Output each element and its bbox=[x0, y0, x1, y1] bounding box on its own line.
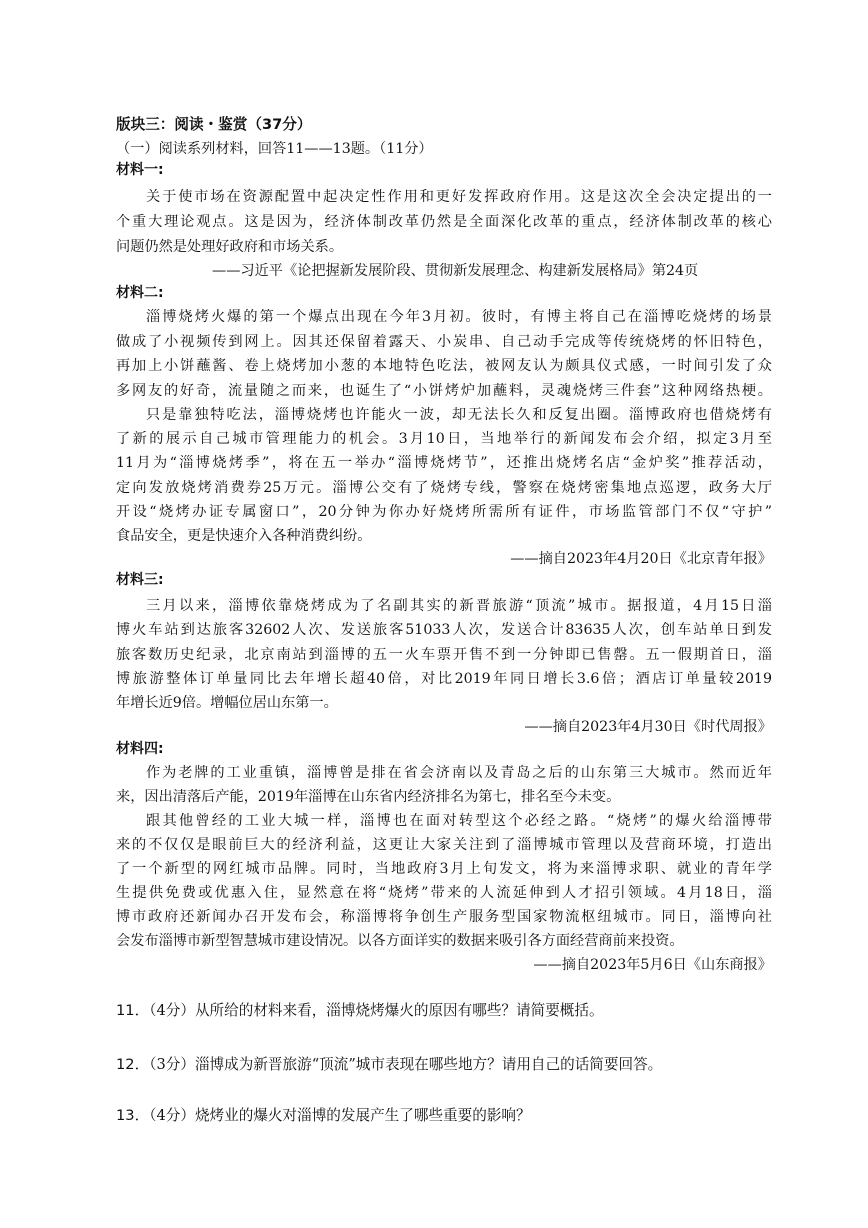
question-text: （3分）淄博成为新晋旅游“顶流”城市表现在哪些地方？请用自己的话简要回答。 bbox=[149, 1056, 663, 1073]
section-title: 版块三：阅读・鉴赏（37分） bbox=[116, 116, 312, 133]
material-2-line: 了新的展示自己城市管理能力的机会。3月10日，当地举行的新闻发布会介绍，拟定3月至 bbox=[116, 431, 772, 447]
material-3-line: 博旅游整体订单量同比去年增长超40倍，对比2019年同日增长3.6倍；酒店订单量较2019 bbox=[116, 671, 772, 687]
material-2-line: 开设“烧烤办证专属窗口”，20分钟为你办好烧烤所需所有证件，市场监管部门不仅“守护” bbox=[116, 504, 772, 520]
question-13 bbox=[116, 1105, 772, 1127]
subsection-instruction: （一）阅读系列材料，回答11——13题。（11分） bbox=[116, 141, 433, 157]
material-3-line: 年增长近9倍。增幅位居山东第一。 bbox=[116, 695, 338, 711]
material-3-source: ——摘自2023年4月30日《时代周报》 bbox=[524, 719, 772, 735]
material-4-line: 生提供免费或优惠入住，显然意在将“烧烤”带来的人流延伸到人才招引领域。4月18日，淄 bbox=[116, 885, 772, 901]
material-4-source: ——摘自2023年5月6日《山东商报》 bbox=[533, 957, 772, 973]
question-number: 13． bbox=[116, 1107, 150, 1124]
question-12 bbox=[116, 1054, 772, 1076]
question-number: 12． bbox=[116, 1056, 150, 1073]
question-text: （4分）烧烤业的爆火对淄博的发展产生了哪些重要的影响？ bbox=[149, 1107, 531, 1124]
material-2-line: 多网友的好奇，流量随之而来，也诞生了“小饼烤炉加蘸料，灵魂烧烤三件套”这种网络热梗。 bbox=[116, 383, 772, 399]
question-text: （4分）从所给的材料来看，淄博烧烤爆火的原因有哪些？请简要概括。 bbox=[149, 1002, 604, 1019]
material-2-line: 只是靠独特吃法，淄博烧烤也许能火一波，却无法长久和反复出圈。淄博政府也借烧烤有 bbox=[146, 407, 772, 423]
material-4-line: 会发布淄博市新型智慧城市建设情况。以各方面详实的数据来吸引各方面经营商前来投资。 bbox=[116, 933, 684, 949]
material-3-line: 旅客数历史纪录，北京南站到淄博的五一火车票开售不到一分钟即已售罄。五一假期首日，淄 bbox=[116, 647, 772, 663]
material-2-line: 再加上小饼蘸酱、卷上烧烤加小葱的本地特色吃法，被网友认为颇具仪式感，一时间引发了众 bbox=[116, 358, 772, 374]
material-2-line: 食品安全，更是快速介入各种消费纠纷。 bbox=[116, 528, 372, 544]
material-2-line: 11月为“淄博烧烤季”，将在五一举办“淄博烧烤节”，还推出烧烤名店“金炉奖”推荐活动， bbox=[116, 455, 772, 471]
material-1-line: 关于使市场在资源配置中起决定性作用和更好发挥政府作用。这是这次全会决定提出的一 bbox=[146, 189, 772, 205]
material-3-line: 三月以来，淄博依靠烧烤成为了名副其实的新晋旅游“顶流”城市。据报道，4月15日淄 bbox=[146, 598, 772, 614]
material-1-label: 材料一: bbox=[116, 162, 164, 178]
question-11 bbox=[116, 1000, 772, 1022]
material-2-source: ——摘自2023年4月20日《北京青年报》 bbox=[510, 551, 772, 567]
material-4-label: 材料四: bbox=[116, 741, 164, 757]
material-1-line: 问题仍然是处理好政府和市场关系。 bbox=[116, 239, 344, 255]
material-2-line: 定向发放烧烤消费券25万元。淄博公交有了烧烤专线，警察在烧烤密集地点巡逻，政务大厅 bbox=[116, 480, 772, 496]
material-4-line: 来，因出清落后产能，2019年淄博在山东省内经济排名为第七，排名至今未变。 bbox=[116, 789, 621, 805]
material-1-source: ——习近平《论把握新发展阶段、贯彻新发展理念、构建新发展格局》第24页 bbox=[212, 263, 699, 279]
material-2-line: 做成了小视频传到网上。因其还保留着露天、小炭串、自己动手完成等传统烧烤的怀旧特色， bbox=[116, 334, 772, 350]
material-4-line: 博市政府还新闻办召开发布会，称淄博将争创生产服务型国家物流枢纽城市。同日，淄博向社 bbox=[116, 909, 772, 925]
material-4-line: 作为老牌的工业重镇，淄博曾是排在省会济南以及青岛之后的山东第三大城市。然而近年 bbox=[146, 765, 772, 781]
material-4-line: 来的不仅仅是眼前巨大的经济利益，这更让大家关注到了淄博城市管理以及营商环境，打造出 bbox=[116, 837, 772, 853]
question-number: 11． bbox=[116, 1002, 150, 1019]
material-4-line: 了一个新型的网红城市品牌。同时，当地政府3月上旬发文，将为来淄博求职、就业的青年学 bbox=[116, 861, 772, 877]
material-2-label: 材料二: bbox=[116, 285, 164, 301]
material-1-line: 个重大理论观点。这是因为，经济体制改革仍然是全面深化改革的重点，经济体制改革的核心 bbox=[116, 214, 772, 230]
material-2-line: 淄博烧烤火爆的第一个爆点出现在今年3月初。彼时，有博主将自己在淄博吃烧烤的场景 bbox=[146, 309, 772, 325]
material-3-label: 材料三: bbox=[116, 572, 164, 588]
material-3-line: 博火车站到达旅客32602人次、发送旅客51033人次，发送合计83635人次，创车站单日到发 bbox=[116, 622, 772, 638]
material-4-line: 跟其他曾经的工业大城一样，淄博也在面对转型这个必经之路。“烧烤”的爆火给淄博带 bbox=[146, 813, 772, 829]
